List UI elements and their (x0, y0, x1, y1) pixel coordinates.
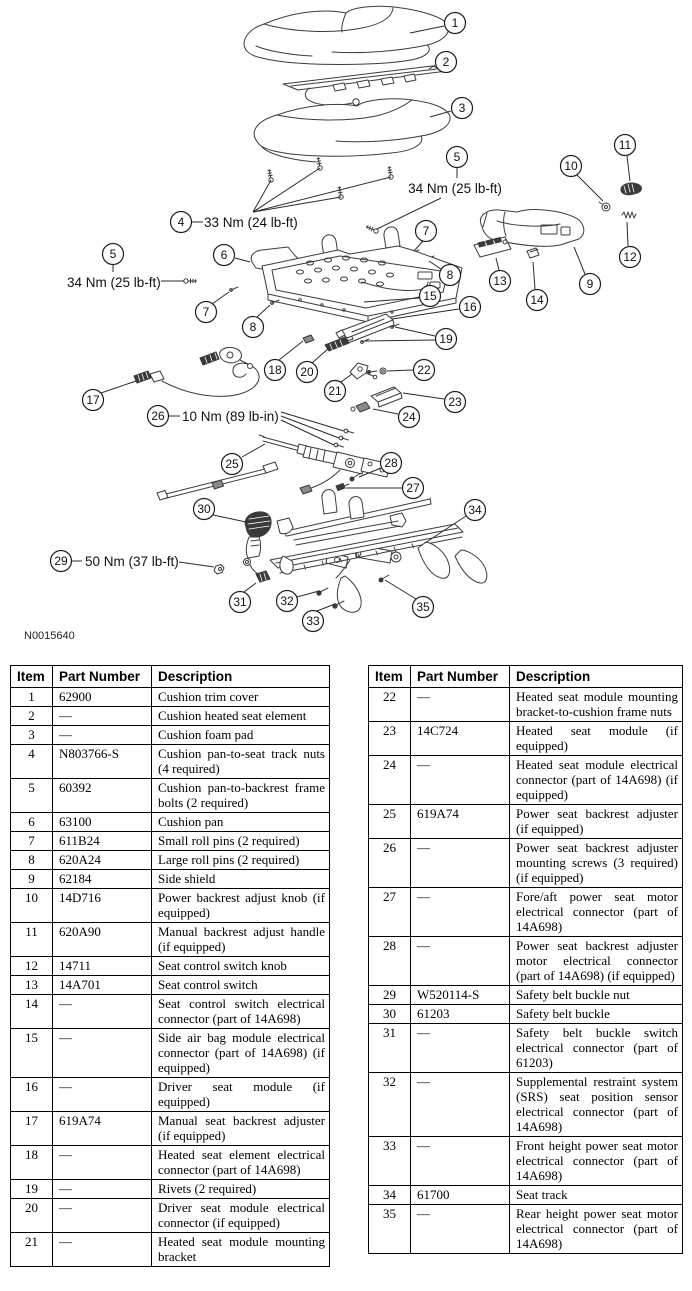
part-number-cell: 63100 (53, 813, 152, 832)
description-cell: Power seat backrest adjuster (if equipped) (510, 805, 683, 839)
description-cell: Seat control switch electrical connector (part of 14A698) (152, 995, 330, 1029)
description-cell: Small roll pins (2 required) (152, 832, 330, 851)
callout-number: 26 (151, 409, 165, 423)
callout-number: 11 (618, 138, 632, 152)
description-cell: Heated seat module electrical connector (part of 14A698) (if equipped) (510, 756, 683, 805)
description-cell: Safety belt buckle (510, 1005, 683, 1024)
description-cell: Front height power seat motor electrical connector (part of 14A698) (510, 1137, 683, 1186)
table-row-item-24 (369, 756, 683, 805)
power-backrest-adjuster-drawing (157, 429, 390, 500)
part-number-cell: — (53, 1078, 152, 1112)
item-number-cell: 28 (369, 937, 411, 986)
part-number-cell: — (411, 1073, 510, 1137)
callout-35 (413, 597, 434, 618)
callout-7 (416, 221, 437, 242)
callout-28 (381, 453, 402, 474)
description-cell: Heated seat module mounting bracket-to-cushion frame nuts (510, 688, 683, 722)
col-header-description: Description (510, 666, 683, 688)
table-row-item-28 (369, 937, 683, 986)
col-header-part-number: Part Number (411, 666, 510, 688)
item-number-cell: 1 (11, 688, 53, 707)
part-number-cell: 14711 (53, 957, 152, 976)
torque-label-2: 34 Nm (25 lb-ft) (67, 275, 161, 290)
callout-8 (440, 265, 461, 286)
description-cell: Side air bag module electrical connector (part of 14A698) (if equipped) (152, 1029, 330, 1078)
safety-belt-buckle-drawing (244, 512, 272, 582)
buckle-nut-drawing (214, 565, 224, 575)
table-row-item-35 (369, 1205, 683, 1254)
part-number-cell: — (411, 1024, 510, 1073)
description-cell: Supplemental restraint system (SRS) seat position sensor electrical connector (part of 14A698) (510, 1073, 683, 1137)
table-row-item-21 (11, 1233, 330, 1267)
leader-line-30 (213, 515, 246, 522)
table-row-item-4 (11, 745, 330, 779)
item-number-cell: 35 (369, 1205, 411, 1254)
leader-line-23 (403, 393, 444, 399)
callout-18 (265, 360, 286, 381)
col-header-item: Item (11, 666, 53, 688)
callout-6 (214, 245, 235, 266)
table-row-item-7 (11, 832, 330, 851)
table-row-item-26 (369, 839, 683, 888)
leader-line-22 (387, 370, 413, 371)
callout-27 (403, 478, 424, 499)
callout-4 (171, 212, 192, 233)
callout-34 (465, 500, 486, 521)
table-header-row (369, 666, 683, 688)
leader-line-20 (312, 348, 329, 363)
leader-line-29 (179, 562, 214, 567)
callout-number: 30 (197, 502, 211, 516)
callout-24 (399, 407, 420, 428)
torque-label-0: 34 Nm (25 lb-ft) (408, 181, 502, 196)
item-number-cell: 12 (11, 957, 53, 976)
part-number-cell: — (411, 1137, 510, 1186)
table-row-item-27 (369, 888, 683, 937)
item-number-cell: 23 (369, 722, 411, 756)
col-header-description: Description (152, 666, 330, 688)
table-row-item-13 (11, 976, 330, 995)
table-row-item-5 (11, 779, 330, 813)
description-cell: Side shield (152, 870, 330, 889)
callout-number: 7 (202, 305, 210, 319)
manual-backrest-handle-drawing (621, 183, 642, 195)
callout-21 (325, 381, 346, 402)
description-cell: Cushion heated seat element (152, 707, 330, 726)
cushion-heated-element-drawing (283, 66, 447, 105)
table-row-item-16 (11, 1078, 330, 1112)
part-number-cell: 619A74 (53, 1112, 152, 1146)
description-cell: Power seat backrest adjuster mounting screws (3 required) (if equipped) (510, 839, 683, 888)
callout-number: 17 (86, 393, 100, 407)
part-number-cell: 619A74 (411, 805, 510, 839)
item-number-cell: 5 (11, 779, 53, 813)
leader-line-32 (297, 591, 319, 597)
leader-line-25 (242, 444, 265, 457)
part-number-cell: — (411, 688, 510, 722)
figure-code: N0015640 (24, 630, 75, 642)
callout-number: 31 (233, 595, 247, 609)
description-cell: Manual backrest adjust handle (if equipped) (152, 923, 330, 957)
part-number-cell: 62184 (53, 870, 152, 889)
callout-16 (460, 297, 481, 318)
table-header-row (11, 666, 330, 688)
part-number-cell: — (53, 1233, 152, 1267)
description-cell: Rivets (2 required) (152, 1180, 330, 1199)
item-number-cell: 9 (11, 870, 53, 889)
item-number-cell: 34 (369, 1186, 411, 1205)
heated-element-connector-drawing (303, 335, 314, 343)
item-number-cell: 8 (11, 851, 53, 870)
table-row-item-2 (11, 707, 330, 726)
item-number-cell: 10 (11, 889, 53, 923)
table-row-item-9 (11, 870, 330, 889)
description-cell: Heated seat module mounting bracket (152, 1233, 330, 1267)
callout-number: 3 (458, 101, 466, 115)
part-number-cell: 14A701 (53, 976, 152, 995)
item-number-cell: 6 (11, 813, 53, 832)
description-cell: Seat track (510, 1186, 683, 1205)
part-number-cell: — (53, 726, 152, 745)
callout-29 (51, 551, 72, 572)
description-cell: Driver seat module (if equipped) (152, 1078, 330, 1112)
table-row-item-11 (11, 923, 330, 957)
leader-line-10 (577, 175, 603, 201)
callout-17 (83, 390, 104, 411)
part-number-cell: 61700 (411, 1186, 510, 1205)
callout-number: 4 (177, 215, 185, 229)
callout-number: 7 (422, 224, 430, 238)
heated-module-connector-drawing (351, 402, 370, 412)
item-number-cell: 19 (11, 1180, 53, 1199)
callout-15 (420, 286, 441, 307)
parts-table-items-1-21 (10, 665, 330, 1267)
power-backrest-knob-drawing (599, 202, 610, 211)
table-row-item-32 (369, 1073, 683, 1137)
leader-line-4 (253, 180, 271, 212)
table-row-item-15 (11, 1029, 330, 1078)
seat-track-drawing (270, 490, 487, 613)
callout-number: 15 (423, 289, 437, 303)
callout-1 (445, 13, 466, 34)
manual-backrest-adjuster-drawing (134, 347, 259, 396)
callout-number: 14 (530, 293, 544, 307)
table-row-item-6 (11, 813, 330, 832)
callout-number: 27 (406, 481, 420, 495)
item-number-cell: 32 (369, 1073, 411, 1137)
description-cell: Seat control switch (152, 976, 330, 995)
item-number-cell: 25 (369, 805, 411, 839)
callout-26 (148, 406, 169, 427)
description-cell: Cushion pan-to-backrest frame bolts (2 required) (152, 779, 330, 813)
item-number-cell: 31 (369, 1024, 411, 1073)
leader-line-4 (253, 168, 320, 212)
description-cell: Heated seat module (if equipped) (510, 722, 683, 756)
leader-line-14 (533, 262, 535, 289)
table-row-item-33 (369, 1137, 683, 1186)
item-number-cell: 4 (11, 745, 53, 779)
leader-line-31 (244, 583, 256, 592)
callout-5 (447, 147, 468, 168)
heated-seat-module-drawing (371, 387, 402, 407)
callout-number: 16 (463, 300, 477, 314)
callout-number: 34 (468, 503, 482, 517)
part-number-cell: 62900 (53, 688, 152, 707)
table-row-item-19 (11, 1180, 330, 1199)
description-cell: Cushion pan-to-seat track nuts (4 required) (152, 745, 330, 779)
callout-number: 5 (453, 150, 461, 164)
leader-line-6 (235, 258, 250, 262)
switch-connector-drawing (527, 248, 539, 258)
table-row-item-25 (369, 805, 683, 839)
callout-number: 8 (249, 320, 257, 334)
leader-line-18 (279, 341, 303, 360)
callout-number: 22 (417, 363, 431, 377)
callout-number: 18 (268, 363, 282, 377)
callout-number: 33 (306, 614, 320, 628)
callout-9 (580, 274, 601, 295)
part-number-cell: 14D716 (53, 889, 152, 923)
item-number-cell: 20 (11, 1199, 53, 1233)
callout-number: 9 (586, 277, 594, 291)
part-number-cell: — (53, 995, 152, 1029)
bracket-nuts-drawing (368, 368, 387, 374)
torque-label-4: 50 Nm (37 lb-ft) (85, 554, 179, 569)
description-cell: Fore/aft power seat motor electrical connector (part of 14A698) (510, 888, 683, 937)
callout-10 (561, 156, 582, 177)
item-number-cell: 17 (11, 1112, 53, 1146)
callout-number: 13 (493, 274, 507, 288)
leader-line-9 (574, 247, 585, 274)
item-number-cell: 3 (11, 726, 53, 745)
item-number-cell: 22 (369, 688, 411, 722)
callout-33 (303, 611, 324, 632)
description-cell: Seat control switch knob (152, 957, 330, 976)
description-cell: Rear height power seat motor electrical connector (part of 14A698) (510, 1205, 683, 1254)
callout-number: 10 (564, 159, 578, 173)
table-row-item-20 (11, 1199, 330, 1233)
leader-line-12 (627, 222, 628, 246)
callout-number: 8 (446, 268, 454, 282)
description-cell: Heated seat element electrical connector (part of 14A698) (152, 1146, 330, 1180)
torque-label-3: 10 Nm (89 lb-in) (182, 409, 279, 424)
part-number-cell: 611B24 (53, 832, 152, 851)
leader-line-24 (373, 409, 398, 414)
item-number-cell: 24 (369, 756, 411, 805)
item-number-cell: 11 (11, 923, 53, 957)
table-row-item-34 (369, 1186, 683, 1205)
leader-line-16 (392, 309, 459, 319)
item-number-cell: 7 (11, 832, 53, 851)
part-number-cell: — (53, 1199, 152, 1233)
callout-number: 35 (416, 600, 430, 614)
callout-number: 2 (442, 55, 450, 69)
part-number-cell: N803766-S (53, 745, 152, 779)
table-row-item-23 (369, 722, 683, 756)
item-number-cell: 13 (11, 976, 53, 995)
part-number-cell: — (53, 1146, 152, 1180)
table-row-item-18 (11, 1146, 330, 1180)
item-number-cell: 30 (369, 1005, 411, 1024)
cushion-trim-cover-drawing (244, 6, 448, 64)
callout-25 (222, 454, 243, 475)
leader-line-17 (101, 381, 136, 393)
callout-23 (445, 392, 466, 413)
callout-number: 1 (451, 16, 459, 30)
description-cell: Cushion pan (152, 813, 330, 832)
leader-line-7 (414, 241, 423, 251)
part-number-cell: 14C724 (411, 722, 510, 756)
table-row-item-30 (369, 1005, 683, 1024)
switch-knob-spring-drawing (622, 212, 636, 218)
table-row-item-12 (11, 957, 330, 976)
callout-12 (620, 247, 641, 268)
description-cell: Power backrest adjust knob (if equipped) (152, 889, 330, 923)
part-number-cell: — (53, 707, 152, 726)
callout-number: 5 (109, 247, 117, 261)
item-number-cell: 15 (11, 1029, 53, 1078)
callout-20 (297, 362, 318, 383)
description-cell: Safety belt buckle nut (510, 986, 683, 1005)
part-number-cell: — (411, 937, 510, 986)
callout-number: 20 (300, 365, 314, 379)
description-cell: Power seat backrest adjuster motor electrical connector (part of 14A698) (if equipped) (510, 937, 683, 986)
leader-line-33 (317, 604, 335, 611)
leader-line-8 (257, 305, 270, 317)
callout-30 (194, 499, 215, 520)
callout-number: 25 (225, 457, 239, 471)
table-row-item-8 (11, 851, 330, 870)
callout-19 (436, 329, 457, 350)
callout-32 (277, 591, 298, 612)
callout-2 (436, 52, 457, 73)
callout-13 (490, 271, 511, 292)
part-number-cell: — (411, 756, 510, 805)
callout-number: 28 (384, 456, 398, 470)
table-row-item-1 (11, 688, 330, 707)
callout-number: 24 (402, 410, 416, 424)
callout-number: 32 (280, 594, 294, 608)
table-row-item-22 (369, 688, 683, 722)
item-number-cell: 26 (369, 839, 411, 888)
callout-number: 12 (623, 250, 637, 264)
description-cell: Safety belt buckle switch electrical connector (part of 61203) (510, 1024, 683, 1073)
part-number-cell: — (411, 888, 510, 937)
part-number-cell: 620A90 (53, 923, 152, 957)
callout-number: 19 (439, 332, 453, 346)
callout-number: 23 (448, 395, 462, 409)
cushion-foam-pad-drawing (254, 99, 450, 162)
callout-31 (230, 592, 251, 613)
item-number-cell: 18 (11, 1146, 53, 1180)
callout-3 (452, 98, 473, 119)
callout-11 (615, 135, 636, 156)
table-row-item-29 (369, 986, 683, 1005)
torque-label-1: 33 Nm (24 lb-ft) (204, 215, 298, 230)
part-number-cell: — (53, 1180, 152, 1199)
description-cell: Driver seat module electrical connector (if equipped) (152, 1199, 330, 1233)
description-cell: Large roll pins (2 required) (152, 851, 330, 870)
item-number-cell: 27 (369, 888, 411, 937)
part-number-cell: — (411, 839, 510, 888)
leader-line-19 (395, 327, 435, 336)
item-number-cell: 29 (369, 986, 411, 1005)
table-row-item-3 (11, 726, 330, 745)
seat-control-switch-drawing (474, 237, 511, 257)
module-mounting-bracket-drawing (350, 363, 377, 379)
leader-line-11 (627, 156, 630, 181)
parts-table-items-22-35 (368, 665, 683, 1254)
callout-5 (103, 244, 124, 265)
table-row-item-31 (369, 1024, 683, 1073)
callout-number: 6 (220, 248, 228, 262)
leader-line-4 (253, 197, 341, 212)
item-number-cell: 33 (369, 1137, 411, 1186)
table-row-item-10 (11, 889, 330, 923)
part-number-cell: 60392 (53, 779, 152, 813)
callout-8 (243, 317, 264, 338)
callout-number: 29 (54, 554, 68, 568)
callout-number: 21 (328, 384, 342, 398)
part-number-cell: W520114-S (411, 986, 510, 1005)
leader-line-21 (341, 374, 352, 382)
leader-line-35 (385, 580, 416, 599)
table-row-item-17 (11, 1112, 330, 1146)
callout-14 (527, 290, 548, 311)
item-number-cell: 2 (11, 707, 53, 726)
description-cell: Cushion trim cover (152, 688, 330, 707)
leader-line-26 (281, 420, 334, 445)
callout-22 (414, 360, 435, 381)
part-number-cell: — (411, 1205, 510, 1254)
col-header-item: Item (369, 666, 411, 688)
leader-line-19 (365, 340, 435, 341)
table-row-item-14 (11, 995, 330, 1029)
leader-line-7 (212, 292, 229, 304)
item-number-cell: 16 (11, 1078, 53, 1112)
part-number-cell: 61203 (411, 1005, 510, 1024)
description-cell: Manual seat backrest adjuster (if equipped) (152, 1112, 330, 1146)
item-number-cell: 21 (11, 1233, 53, 1267)
leader-line-4 (253, 177, 391, 212)
part-number-cell: 620A24 (53, 851, 152, 870)
part-number-cell: — (53, 1029, 152, 1078)
description-cell: Cushion foam pad (152, 726, 330, 745)
leader-line-13 (496, 258, 499, 270)
item-number-cell: 14 (11, 995, 53, 1029)
col-header-part-number: Part Number (53, 666, 152, 688)
callout-7 (196, 302, 217, 323)
